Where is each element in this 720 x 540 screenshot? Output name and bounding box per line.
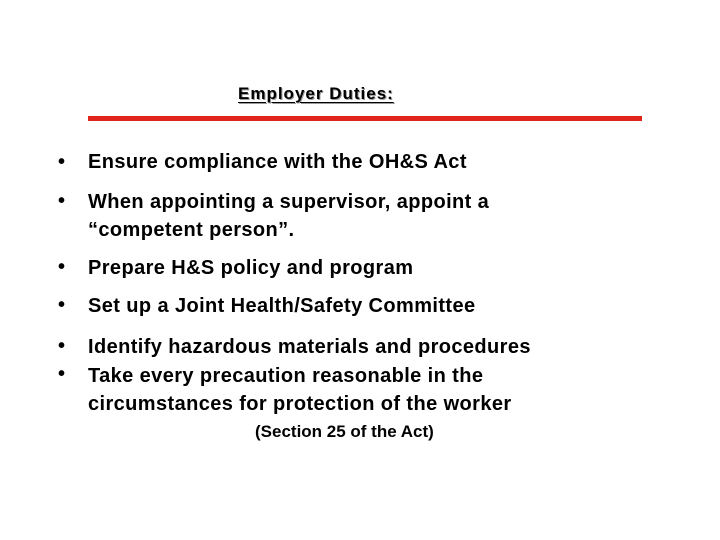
bullet-line: Set up a Joint Health/Safety Committee bbox=[88, 295, 476, 317]
bullet-icon: • bbox=[58, 363, 66, 385]
bullet-icon: • bbox=[58, 151, 66, 173]
bullet-icon: • bbox=[58, 190, 66, 212]
bullet-item-committee bbox=[88, 292, 708, 320]
bullet-item-compliance bbox=[88, 148, 708, 176]
bullet-line: Prepare H&S policy and program bbox=[88, 257, 414, 279]
bullet-line: “competent person”. bbox=[88, 219, 295, 241]
bullet-line: circumstances for protection of the worker bbox=[88, 393, 512, 415]
bullet-icon: • bbox=[58, 335, 66, 357]
bullet-line: Take every precaution reasonable in the bbox=[88, 365, 484, 387]
title-divider bbox=[88, 116, 642, 121]
slide-title: Employer Duties: bbox=[238, 84, 394, 103]
bullet-icon: • bbox=[58, 256, 66, 278]
bullet-item-policy bbox=[88, 254, 708, 282]
bullet-icon: • bbox=[58, 294, 66, 316]
bullet-item-supervisor bbox=[88, 188, 708, 244]
bullet-item-hazardous bbox=[88, 333, 708, 361]
bullet-item-precaution bbox=[88, 362, 708, 418]
bullet-line: Ensure compliance with the OH&S Act bbox=[88, 151, 467, 173]
section-reference: (Section 25 of the Act) bbox=[255, 422, 434, 441]
bullet-line: Identify hazardous materials and procedures bbox=[88, 336, 531, 358]
bullet-line: When appointing a supervisor, appoint a bbox=[88, 191, 490, 213]
